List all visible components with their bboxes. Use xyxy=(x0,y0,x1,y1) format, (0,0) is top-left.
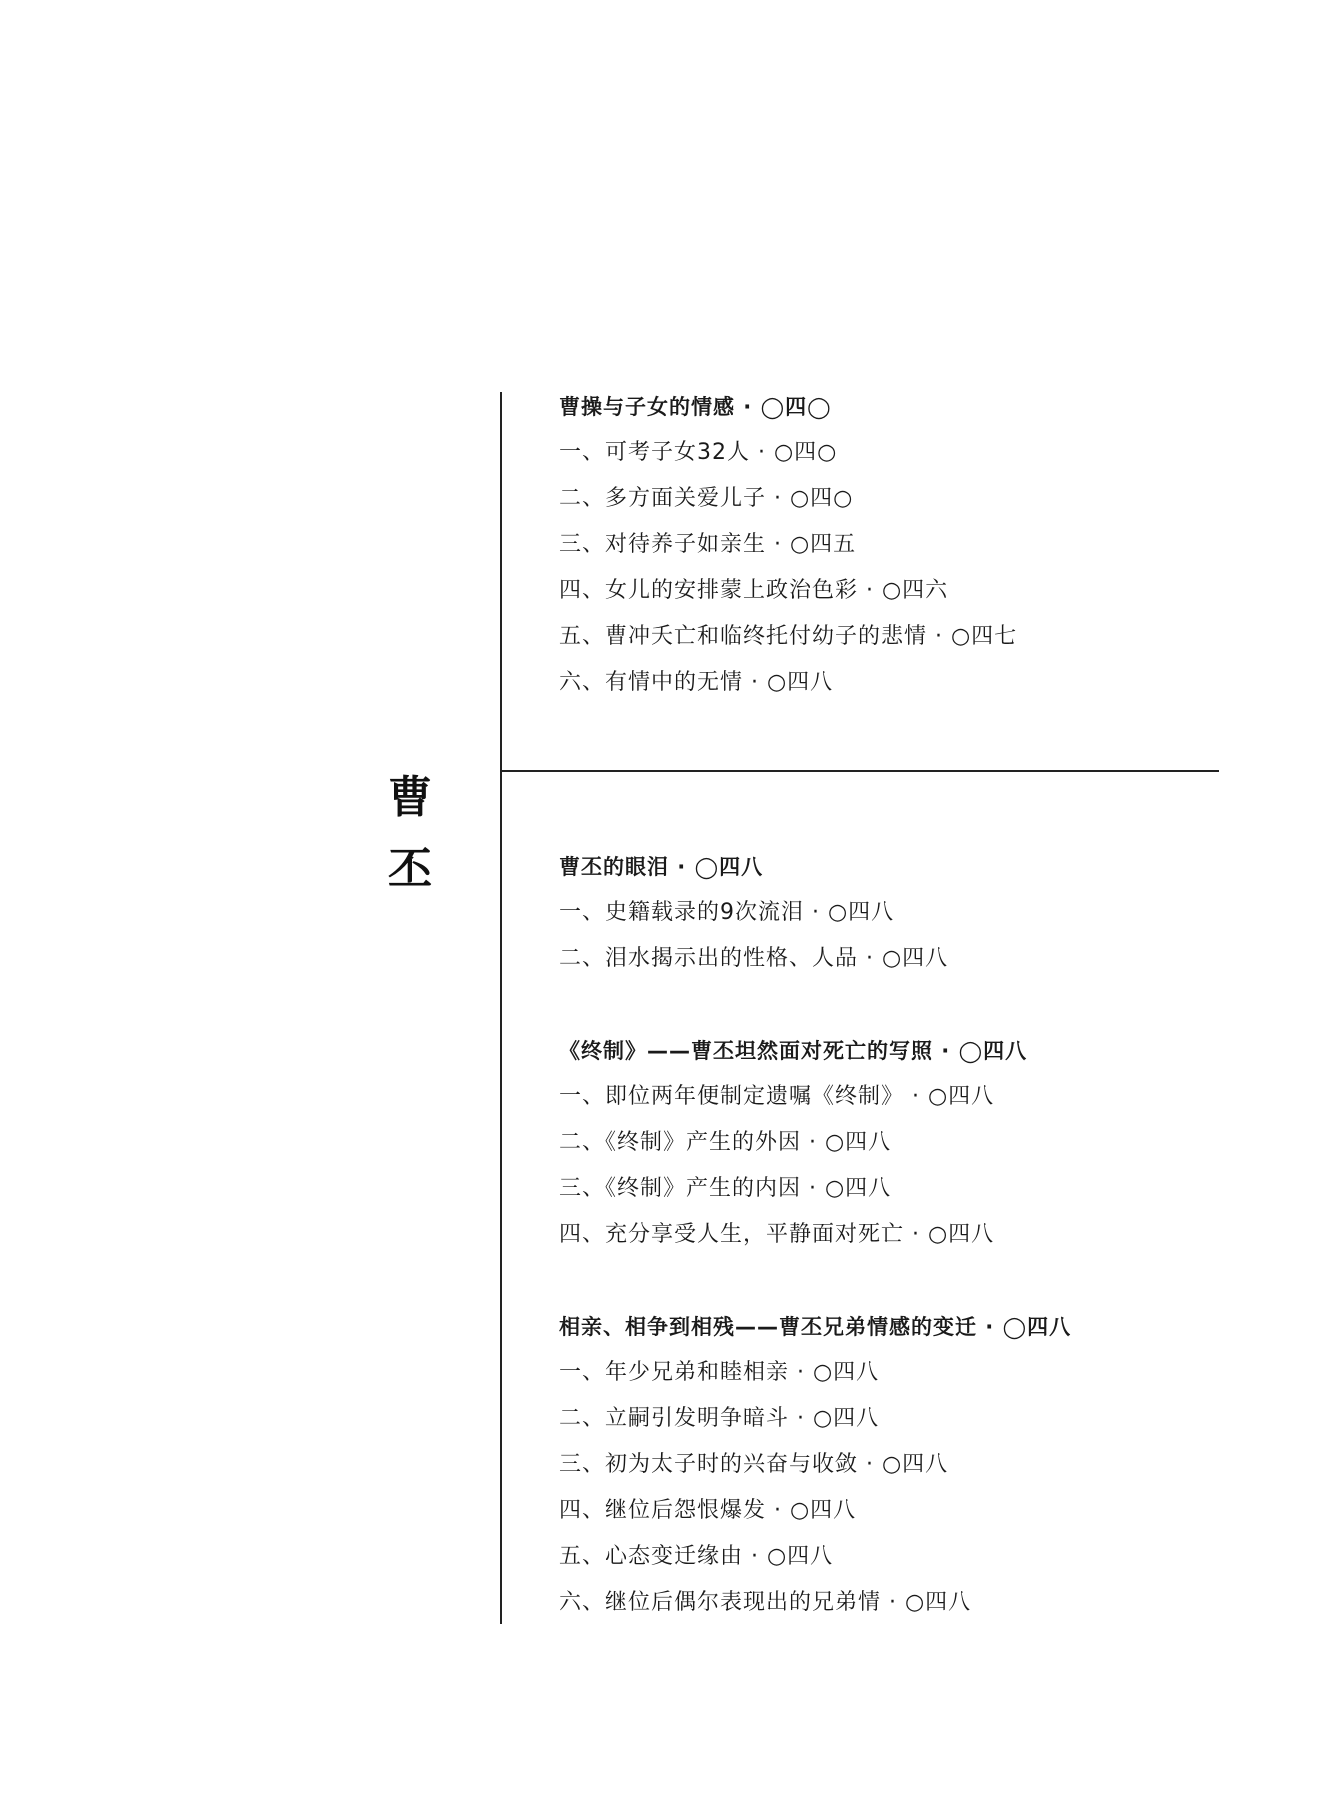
toc-section xyxy=(559,1028,1219,1258)
toc-entry[interactable]: 一、可考子女32人 · ○四○ xyxy=(559,440,838,465)
toc-entry[interactable]: 四、继位后怨恨爆发 · ○四八 xyxy=(559,1498,857,1523)
toc-entry[interactable]: 二、多方面关爱儿子 · ○四○ xyxy=(559,486,854,511)
section-heading[interactable]: 相亲、相争到相残——曹丕兄弟情感的变迁 · ◯四八 xyxy=(559,1315,1072,1339)
toc-entry[interactable]: 三、对待养子如亲生 · ○四五 xyxy=(559,532,857,557)
side-title-char: 丕 xyxy=(388,844,432,895)
toc-entry[interactable]: 四、女儿的安排蒙上政治色彩 · ○四六 xyxy=(559,578,949,603)
toc-entry[interactable]: 六、有情中的无情 · ○四八 xyxy=(559,670,834,695)
toc-entry[interactable]: 二、立嗣引发明争暗斗 · ○四八 xyxy=(559,1406,880,1431)
toc-entry[interactable]: 二、泪水揭示出的性格、人品 · ○四八 xyxy=(559,946,949,971)
toc-entry[interactable]: 六、继位后偶尔表现出的兄弟情 · ○四八 xyxy=(559,1590,972,1615)
toc-entry[interactable]: 三、《终制》产生的内因 · ○四八 xyxy=(559,1176,892,1201)
side-title-char: 曹 xyxy=(388,772,432,823)
toc-section xyxy=(559,844,1219,982)
toc-entry[interactable]: 一、史籍载录的9次流泪 · ○四八 xyxy=(559,900,895,925)
toc-entry[interactable]: 一、即位两年便制定遗嘱《终制》 · ○四八 xyxy=(559,1084,995,1109)
toc-entry[interactable]: 五、心态变迁缘由 · ○四八 xyxy=(559,1544,834,1569)
section-heading[interactable]: 曹丕的眼泪 · ◯四八 xyxy=(559,855,764,879)
toc-entry[interactable]: 一、年少兄弟和睦相亲 · ○四八 xyxy=(559,1360,880,1385)
toc-section xyxy=(559,1304,1219,1626)
toc-entry[interactable]: 二、《终制》产生的外因 · ○四八 xyxy=(559,1130,892,1155)
toc-entry[interactable]: 五、曹冲夭亡和临终托付幼子的悲情 · ○四七 xyxy=(559,624,1018,649)
toc-section xyxy=(559,384,1219,706)
horizontal-divider xyxy=(500,770,1219,772)
toc-entry[interactable]: 四、充分享受人生，平静面对死亡 · ○四八 xyxy=(559,1222,995,1247)
side-title xyxy=(380,762,440,906)
section-heading[interactable]: 曹操与子女的情感 · ◯四◯ xyxy=(559,395,832,419)
vertical-divider xyxy=(500,392,502,1624)
toc-entry[interactable]: 三、初为太子时的兴奋与收敛 · ○四八 xyxy=(559,1452,949,1477)
section-heading[interactable]: 《终制》——曹丕坦然面对死亡的写照 · ◯四八 xyxy=(559,1039,1028,1063)
